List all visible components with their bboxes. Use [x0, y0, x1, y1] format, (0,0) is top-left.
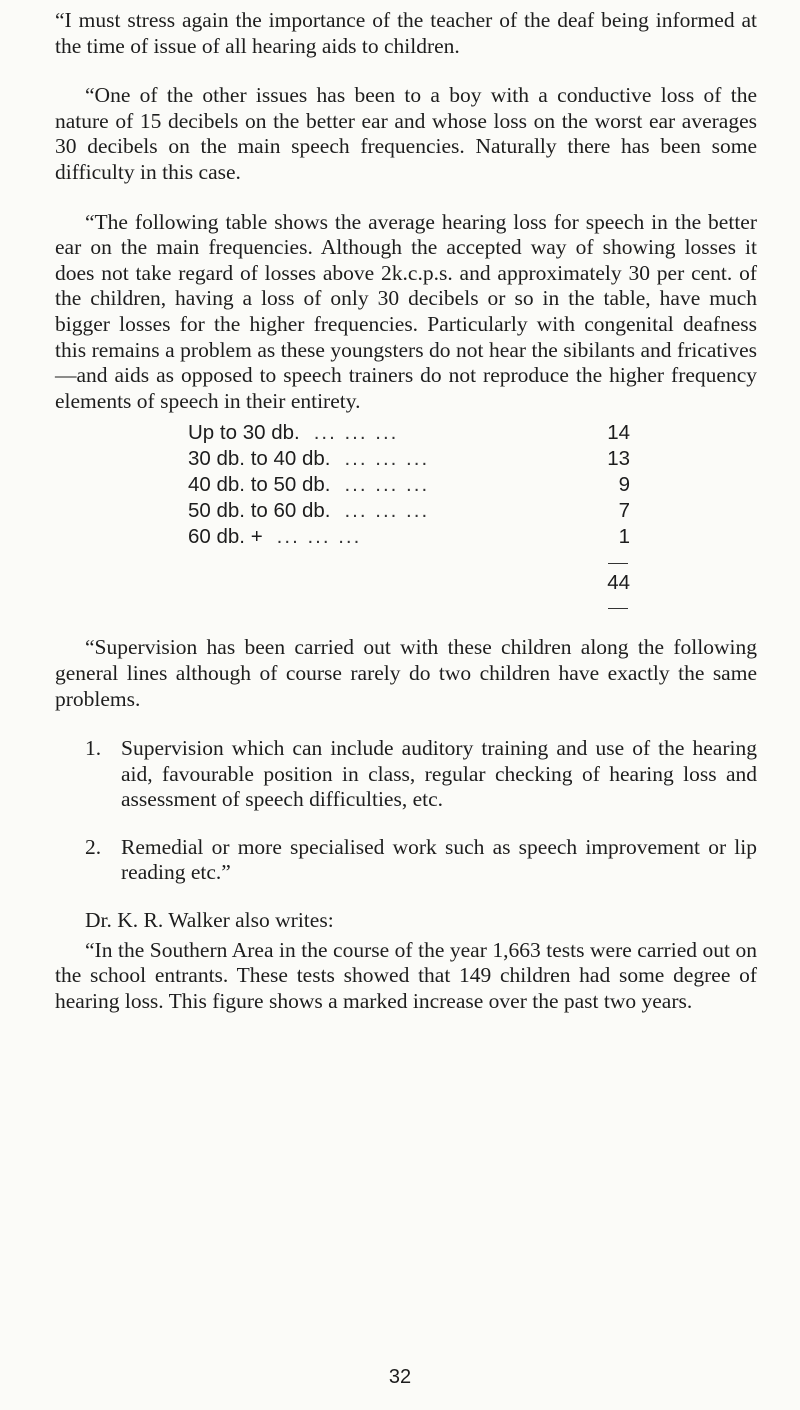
table-row — [188, 524, 630, 550]
list-item — [55, 736, 757, 813]
paragraph-hearing-loss-table-intro: “The following table shows the average hearing loss for speech in the better ear on the main frequencies. Although the accepted way of showing losses it does not take regard of losses above 2k.c.p.s. and approximately 30 per cent. of the children, having a loss of only 30 decibels or so in the table, have much bigger losses for the higher frequencies. Particularly with congenital deafness this remains a problem as these youngsters do not hear the sibilants and fricatives—and aids as opposed to speech trainers do not reproduce the higher frequency elements of speech in their entirety. — [55, 209, 757, 413]
table-total-row — [188, 570, 630, 596]
table-row-label: Up to 30 db. — [188, 421, 300, 445]
list-item-number: 2. — [85, 834, 102, 859]
list-item — [55, 835, 757, 886]
leader-dots: ... ... ... — [344, 447, 430, 471]
table-row — [188, 472, 630, 498]
list-item-text: Remedial or more specialised work such as speech improvement or lip reading etc.” — [121, 834, 757, 885]
table-row — [188, 498, 630, 524]
table-row-value: 7 — [618, 499, 630, 523]
table-row — [188, 420, 630, 446]
total-rule-bottom — [608, 608, 628, 609]
leader-dots: ... ... ... — [313, 421, 399, 445]
leader-dots: ... ... ... — [344, 473, 430, 497]
table-row-label: 30 db. to 40 db. — [188, 447, 331, 471]
paragraph-conductive-loss: “One of the other issues has been to a boy with a conductive loss of the nature of 15 decibels on the better ear and whose loss on the worst ear averages 30 decibels on the main speech frequencies. Naturally there has been some difficulty in this case. — [55, 83, 757, 184]
hearing-loss-table — [188, 420, 630, 609]
table-total-value: 44 — [607, 571, 630, 595]
paragraph-walker-writes: Dr. K. R. Walker also writes: — [85, 908, 334, 933]
document-page — [55, 8, 757, 1014]
page-number: 32 — [388, 1366, 412, 1388]
leader-dots: ... ... ... — [276, 525, 362, 549]
table-row-label: 60 db. + — [188, 525, 263, 549]
table-row-value: 14 — [607, 421, 630, 445]
table-row-label: 40 db. to 50 db. — [188, 473, 331, 497]
leader-dots: ... ... ... — [344, 499, 430, 523]
table-row-value: 9 — [618, 473, 630, 497]
total-rule-top — [608, 563, 628, 564]
table-row-value: 13 — [607, 447, 630, 471]
paragraph-southern-area: “In the Southern Area in the course of the year 1,663 tests were carried out on the school entrants. These tests showed that 149 children had some degree of hearing loss. This figure shows a marked increase over the past two years. — [55, 937, 757, 1013]
table-row-label: 50 db. to 60 db. — [188, 499, 331, 523]
paragraph-supervision: “Supervision has been carried out with these children along the following general lines although of course rarely do two children have exactly the same problems. — [55, 635, 757, 711]
table-row-value: 1 — [618, 525, 630, 549]
table-row — [188, 446, 630, 472]
paragraph-teacher-of-deaf: “I must stress again the importance of the teacher of the deaf being informed at the time of issue of all hearing aids to children. — [55, 8, 757, 58]
list-item-number: 1. — [85, 736, 102, 761]
list-item-text: Supervision which can include auditory training and use of the hearing aid, favourable position in class, regular checking of hearing loss and assessment of speech difficulties, etc. — [121, 736, 757, 812]
